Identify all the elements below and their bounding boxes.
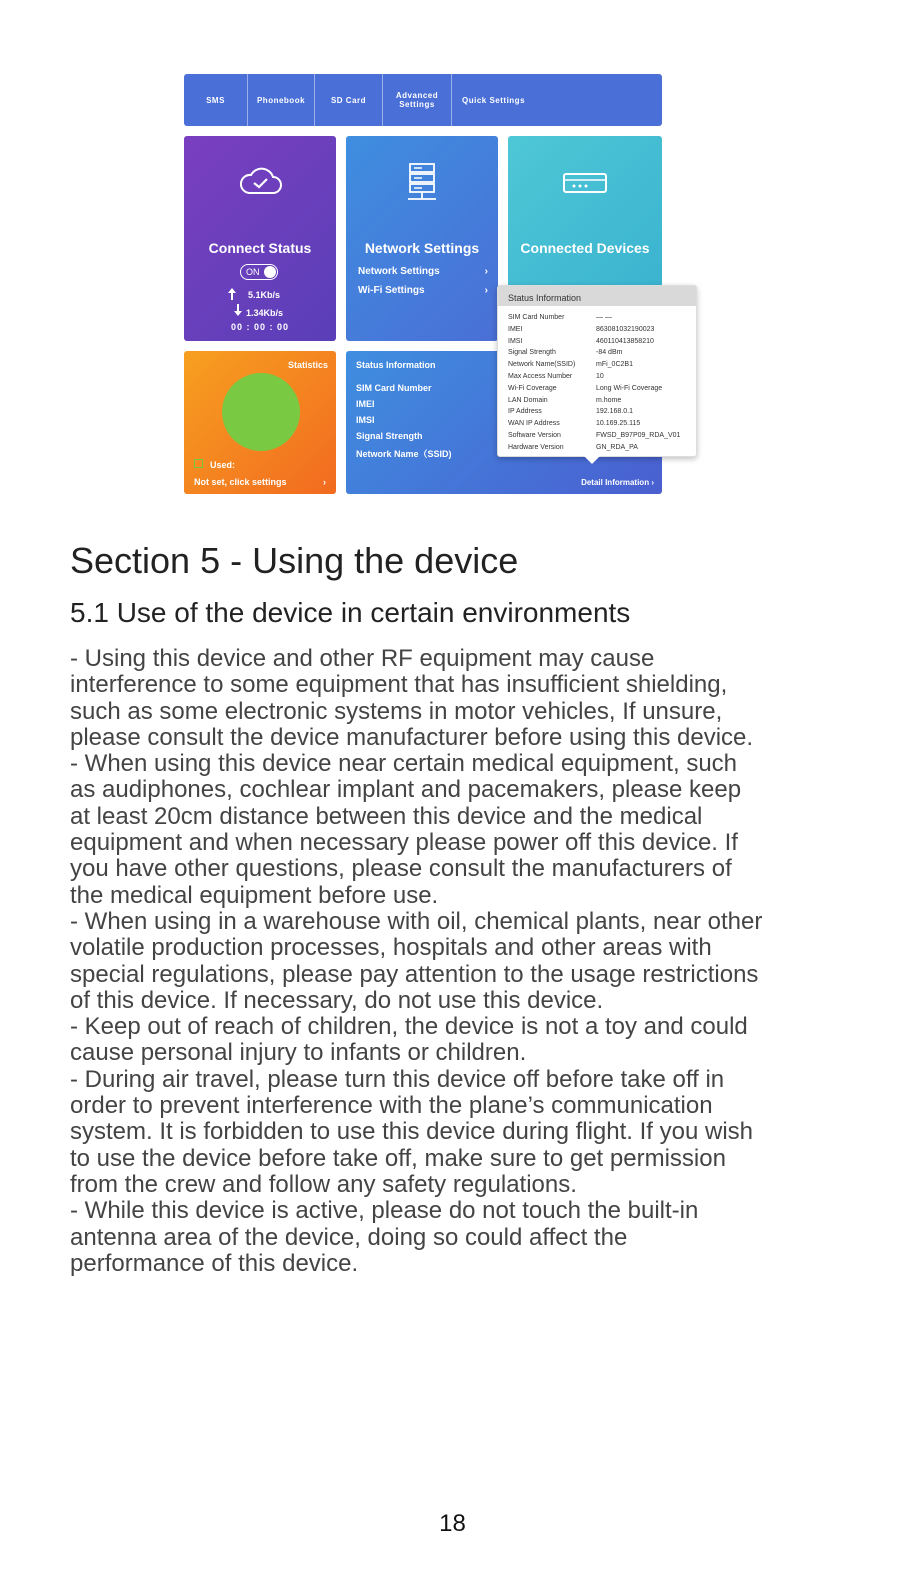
popup-row: Hardware Version GN_RDA_PA	[508, 443, 638, 451]
status-list	[356, 383, 452, 463]
popup-row: Wi-Fi Coverage Long Wi-Fi Coverage	[508, 384, 663, 392]
chevron-right-icon: ›	[323, 477, 326, 487]
body-line: to use the device before take off, make sure to get permission	[70, 1144, 726, 1172]
download-speed: 1.34Kb/s	[246, 308, 284, 318]
body-line: interference to some equipment that has insufficient shielding,	[70, 671, 728, 699]
body-line: such as some electronic systems in motor vehicles, If unsure,	[70, 697, 723, 725]
popup-row: Max Access Number 10	[508, 372, 604, 380]
chevron-right-icon: ›	[484, 266, 488, 277]
body-line: antenna area of the device, doing so could affect the	[70, 1223, 628, 1251]
subsection-title: 5.1 Use of the device in certain environments	[70, 597, 631, 628]
usage-settings-link[interactable]: Not set, click settings ›	[194, 477, 326, 487]
body-line: - When using this device near certain medical equipment, such	[70, 750, 738, 778]
section-title: Section 5 - Using the device	[70, 540, 519, 581]
status-item: SIM Card Number	[356, 383, 432, 393]
body-line: the medical equipment before use.	[70, 881, 439, 909]
popup-row: IMSI 460110413858210	[508, 337, 654, 345]
connect-status-tile[interactable]	[184, 136, 336, 341]
popup-row: IMEI 863081032190023	[508, 325, 655, 333]
server-icon	[406, 162, 438, 202]
popup-row: WAN IP Address 10.169.25.115	[508, 420, 641, 428]
page-number: 18	[439, 1510, 466, 1537]
nav-sms[interactable]: SMS	[184, 74, 248, 126]
connect-status-title: Connect Status	[208, 240, 312, 256]
status-item: IMEI	[356, 399, 375, 409]
router-icon	[562, 166, 608, 198]
upload-speed: 5.1Kb/s	[248, 290, 281, 300]
nav-quick-settings[interactable]: Quick Settings	[462, 95, 526, 105]
body-line: special regulations, please pay attention to the usage restrictions	[70, 960, 759, 988]
popup-rows	[498, 306, 696, 456]
body-line: volatile production processes, hospitals and other areas with	[70, 934, 712, 962]
body-line: - During air travel, please turn this device off before take off in	[70, 1065, 725, 1093]
cloud-check-icon	[237, 166, 283, 196]
popup-row: IP Address 192.168.0.1	[508, 408, 633, 416]
wifi-settings-link[interactable]: Wi-Fi Settings ›	[358, 285, 488, 296]
toggle-knob	[264, 266, 276, 278]
body-line: - Using this device and other RF equipment may cause	[70, 645, 655, 672]
used-label: Used:	[210, 460, 236, 470]
popup-row: Network Name(SSID) mFi_0C2B1	[508, 361, 633, 369]
chevron-right-icon: ›	[651, 478, 654, 487]
top-nav	[184, 74, 662, 126]
network-settings-title: Network Settings	[364, 240, 480, 256]
connected-devices-title: Connected Devices	[520, 240, 650, 256]
usage-pie-chart	[222, 373, 300, 451]
body-line: of this device. If necessary, do not use this device.	[70, 986, 604, 1014]
network-settings-link[interactable]: Network Settings ›	[358, 266, 488, 277]
statistics-tile[interactable]	[184, 351, 336, 494]
popup-row: Signal Strength -84 dBm	[508, 349, 623, 357]
detail-information-link[interactable]: Detail Information ›	[581, 478, 654, 487]
popup-row: Software Version FWSD_B97P09_RDA_V01	[508, 431, 681, 439]
toggle-label: ON	[246, 267, 260, 277]
used-legend-swatch	[194, 459, 203, 468]
body-line: order to prevent interference with the plane’s communication	[70, 1092, 713, 1120]
popup-pointer	[584, 456, 600, 464]
body-line: as audiphones, cochlear implant and pacemakers, please keep	[70, 776, 742, 804]
statistics-title: Statistics	[287, 360, 328, 370]
status-item: Network Name（SSID)	[356, 449, 452, 459]
status-information-popup	[497, 285, 697, 457]
download-arrow-icon	[234, 304, 242, 316]
body-line: you have other questions, please consult the manufacturers of	[70, 855, 732, 883]
status-item: Signal Strength	[356, 431, 423, 441]
nav-sd-card[interactable]: SD Card	[315, 74, 383, 126]
popup-title: Status Information	[498, 286, 696, 306]
connection-toggle[interactable]	[240, 264, 278, 280]
body-line: performance of this device.	[70, 1249, 359, 1277]
nav-advanced-settings[interactable]: Advanced Settings	[383, 74, 452, 126]
body-text	[70, 646, 860, 1277]
chevron-right-icon: ›	[484, 285, 488, 296]
connection-duration: 00 : 00 : 00	[230, 322, 290, 332]
body-line: - While this device is active, please do not touch the built-in	[70, 1197, 699, 1225]
body-line: - When using in a warehouse with oil, chemical plants, near other	[70, 907, 763, 935]
body-line: please consult the device manufacturer before using this device.	[70, 723, 754, 751]
body-line: from the crew and follow any safety regulations.	[70, 1170, 577, 1198]
status-information-title: Status Information	[356, 360, 436, 370]
body-line: at least 20cm distance between this device and the medical	[70, 802, 703, 830]
popup-row: LAN Domain m.home	[508, 396, 622, 404]
upload-arrow-icon	[228, 288, 236, 300]
body-line: cause personal injury to infants or children.	[70, 1039, 527, 1067]
nav-phonebook[interactable]: Phonebook	[248, 74, 315, 126]
body-line: - Keep out of reach of children, the device is not a toy and could	[70, 1013, 748, 1041]
popup-row: SIM Card Number — —	[508, 314, 612, 321]
body-line: system. It is forbidden to use this device during flight. If you wish	[70, 1118, 753, 1146]
network-settings-tile[interactable]	[346, 136, 498, 341]
body-line: equipment and when necessary please power off this device. If	[70, 829, 738, 857]
status-item: IMSI	[356, 415, 375, 425]
